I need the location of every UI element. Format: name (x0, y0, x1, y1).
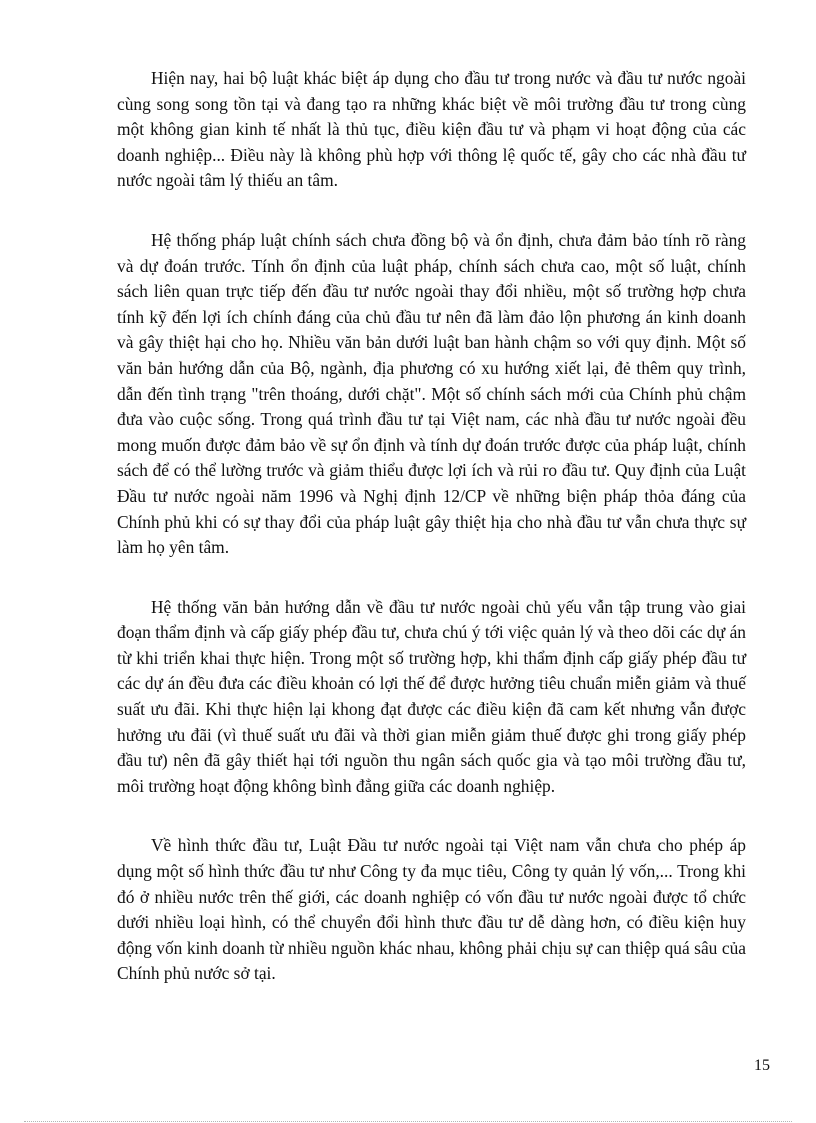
page-body (117, 66, 746, 1021)
page-number: 15 (754, 1057, 770, 1074)
footer-dotted-rule (24, 1121, 792, 1122)
paragraph-guidance-documents: Hệ thống văn bản hướng dẫn về đầu tư nước ngoài chủ yếu vẫn tập trung vào giai đoạn thẩm định và cấp giấy phép đầu tư, chưa chú ý tới việc quản lý và theo dõi các dự án từ khi triển khai thực hiện. Trong một số trường hợp, khi thẩm định cấp giấy phép đầu tư các dự án đều đưa các điều khoản có lợi thế để được hưởng tiêu chuẩn miễn giảm và thuế suất ưu đãi. Khi thực hiện lại khong đạt được các điều kiện đã cam kết nhưng vẫn được hưởng ưu đãi (vì thuế suất ưu đãi và thời gian miễn giảm thuế được ghi trong giấy phép đầu tư) nên đã gây thiết hại tới nguồn thu ngân sách quốc gia và tạo môi trường đầu tư, môi trường hoạt động không bình đẳng giữa các doanh nghiệp. (117, 596, 746, 796)
paragraph-legal-stability: Hệ thống pháp luật chính sách chưa đồng bộ và ổn định, chưa đảm bảo tính rõ ràng và dự đoán trước. Tính ổn định của luật pháp, chính sách chưa cao, một số luật, chính sách liên quan trực tiếp đến đầu tư nước ngoài thay đổi nhiều, một số trường hợp chưa tính kỹ đến lợi ích chính đáng của chủ đầu tư nên đã làm đảo lộn phương án kinh doanh và gây thiệt hại cho họ. Nhiều văn bản dưới luật ban hành chậm so với quy định. Một số văn bản hướng dẫn của Bộ, ngành, địa phương có xu hướng xiết lại, đẻ thêm quy trình, dẫn đến tình trạng "trên thoáng, dưới chặt". Một số chính sách mới của Chính phủ chậm đưa vào cuộc sống. Trong quá trình đầu tư tại Việt nam, các nhà đầu tư nước ngoài đều mong muốn được đảm bảo về sự ổn định và tính dự đoán trước được của pháp luật, chính sách để có thể lường trước và giảm thiểu được lợi ích và rủi ro đầu tư. Quy định của Luật Đầu tư nước ngoài năm 1996 và Nghị định 12/CP về những biện pháp thỏa đáng của Chính phủ khi có sự thay đổi của pháp luật gây thiệt hịa cho nhà đầu tư vẫn chưa thực sự làm họ yên tâm. (117, 229, 746, 558)
paragraph-legal-differences: Hiện nay, hai bộ luật khác biệt áp dụng cho đầu tư trong nước và đầu tư nước ngoài cùng song song tồn tại và đang tạo ra những khác biệt về môi trường đầu tư trong cùng một không gian kinh tế nhất là thủ tục, điều kiện đầu tư và phạm vi hoạt động của các doanh nghiệp... Điều này là không phù hợp với thông lệ quốc tế, gây cho các nhà đầu tư nước ngoài tâm lý thiếu an tâm. (117, 68, 746, 191)
paragraph-investment-forms: Về hình thức đầu tư, Luật Đầu tư nước ngoài tại Việt nam vẫn chưa cho phép áp dụng một số hình thức đầu tư như Công ty đa mục tiêu, Công ty quản lý vốn,... Trong khi đó ở nhiều nước trên thế giới, các doanh nghiệp có vốn đầu tư nước ngoài được tổ chức dưới nhiều loại hình, có thể chuyển đổi hình thưc đầu tư dễ dàng hơn, có điều kiện huy động vốn kinh doanh từ nhiều nguồn khác nhau, không phải chịu sự can thiệp quá sâu của Chính phủ nước sở tại. (117, 835, 746, 984)
